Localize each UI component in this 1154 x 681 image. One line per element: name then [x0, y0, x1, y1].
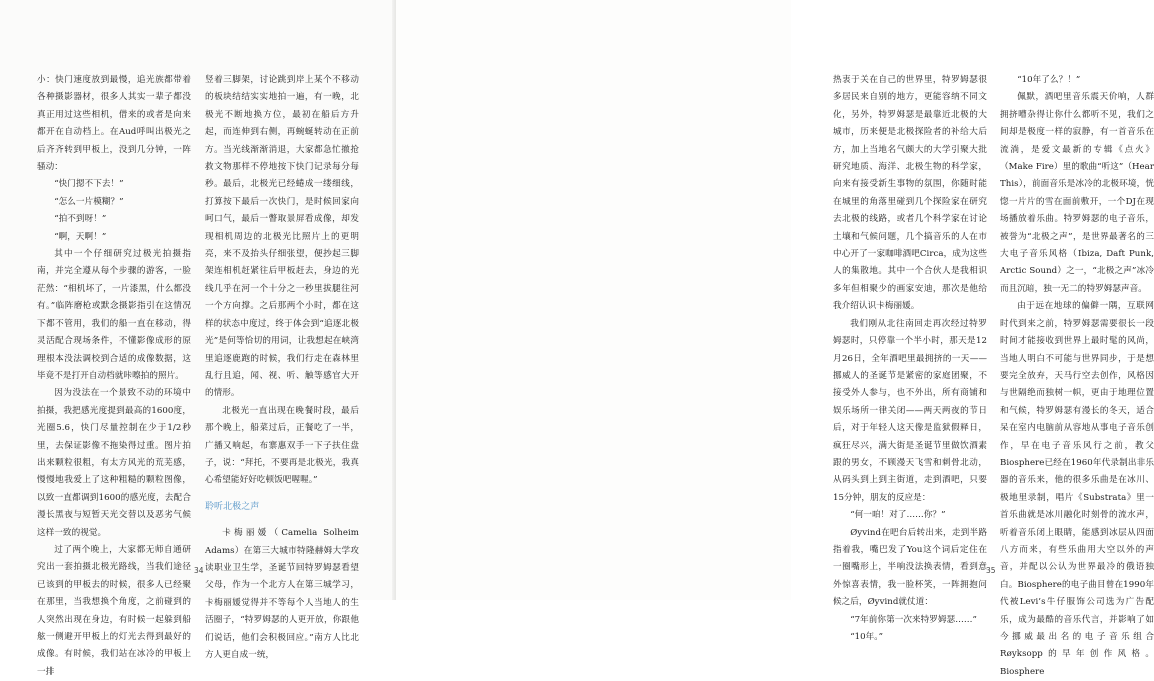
left-page-column-2: [205, 72, 359, 660]
paragraph: “拍不到呀！”: [54, 214, 107, 225]
paragraph: “何一咱！对了……你？”: [850, 510, 946, 521]
paragraph: “7年前你第一次来特罗姆瑟……”: [850, 614, 977, 625]
paragraph: 热衷于关在自己的世界里，特罗姆瑟很多居民来自别的地方，更能容纳不同文化，另外，特罗姆瑟是最靠近北极的大城市，历来便是北极探险者的补给大后方，加上当地名气颇大的大学引聚大批研究地质、海洋、北极生物的科学家，向来有接受新生事物的氛围，你随时能在城里的角落里碰到几个探险家在研究去北极的线路，或者几个科学家在讨论土壤和气候问题，几个搞音乐的人在市中心开了一家咖啡酒吧Circa，成为这些人的集散地。其中一个合伙人是我相识多年但相聚少的画家安迪，那次是他给我介绍认识卡梅丽媛。: [833, 75, 987, 312]
paragraph: 我们刚从北往南回走再次经过特罗姆瑟时，只停靠一个半小时，那天是12月26日，全年酒吧里最拥挤的一天——挪威人的圣诞节是紧密的家庭团聚，不接受外人参与，也不外出，所有商铺和娱乐场所一律关闭——两天两夜的节日后，对于年轻人这天像是监狱假释日，疯狂尽兴，满大街是圣诞节里做饮酒素跟的男女，不顾漫天飞雪和刺骨北动，从码头到上到主街道，走到酒吧，只要15分钟，朋友的反应是：: [833, 318, 987, 503]
paragraph: 因为没法在一个景致不动的环境中拍摄，我把感光度提到最高的1600度，光圈5.6，快门尽量控制在少于1/2秒里，去保证影像不拖染得过重。图片拍出来颗粒很粗，有太方风光的荒芜感，慢慢地我爱上了这种粗糙的颗粒图像，以致一直都调到1600的感光度，去配合漫长黑夜与短暂天光交替以及恶劣气候这样一致的视觉。: [37, 388, 191, 538]
paragraph: “10年。”: [850, 632, 884, 642]
paragraph: 由于远在地球的偏僻一隅，互联网时代到来之前，特罗姆瑟需要很长一段时间才能接收到世界上最时髦的风尚，当地人明白不可能与世界同步，于是想要完全放弃，天马行空去创作，风格因与世隔绝而独树一帜，更由于地理位置和气候，特罗姆瑟有漫长的冬天，适合呆在室内电脑前从容地从事电子音乐创作，早在电子音乐风行之前，教父Biosphere已经在1960年代录制出非乐器的音乐来，他的很多乐曲是在冰川、极地里录制，唱片《Substrata》里一首乐曲就是冰川融化时刻骨的流水声，听着音乐闭上眼睛，能感到冰层从四面八方而来，有些乐曲用大空以外的声音，并配以公认为世界最冷的俄语独白。Biosphere的电子曲目曾在1990年代被Levi’s牛仔服饰公司选为广告配乐，成为最酷的音乐代言，并影响了如今挪威最出名的电子音乐组合Røyksopp的早年创作风格。Biosphere: [1000, 301, 1154, 677]
page-number-left: 34: [194, 566, 204, 575]
paragraph: 其中一个仔细研究过极光拍摄指南，并完全遵从每个步骤的游客，一脸茫然：“相机坏了，一片漆黑，什么都没有。”临阵磨枪或默念摄影指引在这情况下都不管用，我们的船一直在移动，得灵活配合现场条件，不懂影像成形的原理根本没法调校到合适的成像数据，这毕竟不是打开自动档就咔嚓拍的照片。: [37, 249, 191, 381]
paragraph: “怎么一片模糊？”: [54, 196, 124, 207]
paragraph: 卡梅丽媛（Camelia Solheim Adams）在第三大城市特隆赫姆大学攻读职业卫生学，圣诞节回特罗姆瑟看望父母，作为一个北方人在第三城学习，卡梅丽媛觉得并不等每个人当地人的生活圈子，“特罗姆瑟的人更开放，你跟他们说话，他们会积极回应。”南方人比北方人更自成一统，: [205, 528, 359, 660]
paragraph: “啊，天啊！”: [54, 231, 107, 242]
paragraph: 小：快门速度放到最慢，追光族都带着各种摄影器材，很多人其实一辈子都没真正用过这些相机，借来的或者是向来都开在自动档上。在Aud呼叫出极光之后齐齐转到甲板上，没到几分钟，一阵骚动：: [37, 75, 191, 173]
page-number-right: 35: [986, 566, 996, 575]
paragraph: Øyvind在吧台后转出来，走到半路指着我，嘴巴发了You这个词后定住在一圈嘴形上，半响没法换表情，看到意外惊喜表情，我一脸杯笑，一阵拥抱问候之后，Øyvind就仗道：: [833, 527, 987, 608]
right-page: [396, 0, 1154, 677]
left-page: [0, 0, 395, 677]
paragraph: 过了两个晚上，大家都无师自通研究出一套拍摄北极光路线，当我们途径已该到的甲板去的时候，很多人已经聚在那里，当我想换个角度，之前碰到的人突然出现在身边，有时候一起躲到船舷一侧避开甲板上的灯光去得到最好的成像。有时候，我们站在冰冷的甲板上一排: [37, 544, 191, 677]
paragraph: “快门摁不下去！”: [54, 179, 124, 190]
paragraph: 竖着三脚架，讨论跳到岸上某个不移动的板块结结实实地拍一遍，有一晚，北极光不断地换方位，最初在船后方升起，而连伸到右侧，再蜿蜒转动在正前方。当光线渐渐消退，大家都急忙撤抢救文物那样不停地按下快门记录每分每秒。最后，北极光已经蜷成一缕细线，打算按下最后一次快门，是时候回家向呵口气，最后一瞥取景屏看成像，却发现相机周边的北极光比照片上的更明亮，来不及抬头仔细张望，便抄起三脚架连相机赶紧往后甲板赶去，身边的光线几乎在河一个十分之一秒里拔腿往河一个方向撑。之后那两个小时，都在这样的状态中度过，终于体会到“追逐北极光”是何等恰切的用词，让我想起在峡湾里追逐鹿跑的时候，我们行走在森林里乱行且追，闻、视、听、触等感官大开的情形。: [205, 75, 359, 399]
right-page-column-1: [833, 72, 987, 642]
paragraph: 北极光一直出现在晚餐时段，最后那个晚上，船菜过后，正餐吃了一半，广播又响起，布寨惠双手一下子扶住盘子，说：“拜托，不要再是北极光，我真心希望能好好吃顿饭吧喔喔。”: [205, 405, 359, 486]
right-page-column-2: [1000, 72, 1154, 677]
paragraph: “10年了么？！”: [1017, 75, 1081, 85]
paragraph: 佩默，酒吧里音乐震天价响，人群拥挤嘈杂得让你什么都听不见，我们之间却是极度一样的寂静，有一首音乐在流淌，是爱文最新的专辑《点火》（Make Fire）里的歌曲“听这”（Hear This），前面音乐是冰冷的北极环境，恍惚一片片的雪在面前敷开，一个DJ在现场播放着乐曲。特罗姆瑟的电子音乐，被誉为“北极之声”，是世界最著名的三大电子音乐风格（Ibiza, Daft Punk, Arctic Sound）之一，“北极之声”冰冷而且沉暗，独一无二的特罗姆瑟声音。: [1000, 92, 1154, 294]
section-title: 聆听北极之声: [205, 501, 260, 512]
left-page-column-1: [37, 72, 191, 677]
